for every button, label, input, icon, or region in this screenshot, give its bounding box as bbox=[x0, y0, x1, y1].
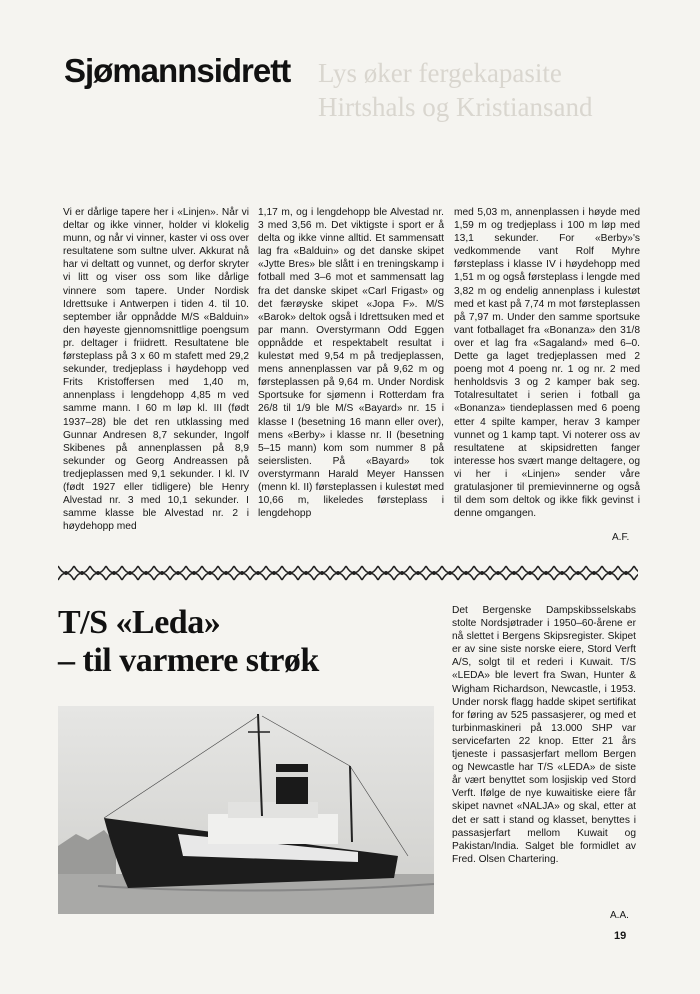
ornamental-divider bbox=[58, 562, 638, 584]
article-title-leda bbox=[58, 604, 319, 680]
bleed-through-text-2: Hirtshals og Kristiansand bbox=[318, 92, 593, 122]
title-line-2: – til varmere strøk bbox=[58, 642, 319, 679]
article-column-1 bbox=[63, 206, 249, 533]
article-column-2 bbox=[258, 206, 444, 520]
superstructure bbox=[208, 814, 338, 844]
page-number: 19 bbox=[614, 930, 627, 942]
ship-photo bbox=[58, 706, 434, 914]
leda-text: Det Bergenske Dampskibsselskabs stolte Nordsjøtrader i 1950–60-årene er nå slettet i Bergens Skipsregister. Skipet er av sine siste norske eiere, Stord Verft A/S, solgt til et rederi i Kuwait. T/S «LEDA» ble levert fra Swan, Hunter & Wigham Richardson, Newcastle, i 1953. Under norsk flagg hadde skipet sertifikat for føring av 525 passasjerer, og med et turbinmaskineri på 13.000 SHP var servicefarten 22 knop. Etter 21 års tjeneste i passasjerfart mellom Bergen og Newcastle har T/S «LEDA» de siste år vært benyttet som losjiskip ved Stord Verft. Ifølge de nye kuwaitiske eiere får skipet navnet «NALJA» og skal, etter at det er satt i stand og klasset, benyttes i passasjerfart mellom Kuwait og Pakistan/India. Salget ble formidlet av Fred. Olsen Chartering. bbox=[452, 605, 636, 865]
bleed-through-text-1: Lys øker fergekapasite bbox=[318, 58, 562, 88]
column-2-text: 1,17 m, og i lengdehopp ble Alvestad nr. 3 med 3,56 m. Det viktigste i sport er å delta og ikke vinne alltid. Et sammensatt lag fra «Balduin» og det danske skipet «Jytte Bres» ble slått i en treningskamp i fotball med 3–6 mot et sammensatt lag fra det danske skipet «Carl Frigast» og det færøyske skipet «Jopa F». M/S «Barok» deltok også i Idrettsuken med et par mann. Overstyrmann Odd Eggen oppnådde et respektabelt resultat i kulestøt med 9,54 m på tredjeplassen, mens annenplassen var på 9,62 m og førsteplassen på 9,64 m. Under Nordisk Sportsuke for sjømenn i Rotterdam fra 26/8 til 1/9 ble M/S «Bayard» nr. 15 i klasse I (besetning 16 mann eller over), mens «Berby» i klasse nr. II (besetning 5–15 mann) kom som nummer 8 på seierslisten. På «Bayard» tok overstyrmann Harald Meyer Hanssen (menn kl. II) førsteplassen i kulestøt med 10,66 m, likeledes førsteplass i lengdehopp bbox=[258, 207, 444, 520]
article-text-leda bbox=[452, 604, 636, 866]
funnel bbox=[276, 764, 308, 804]
column-1-text: Vi er dårlige tapere her i «Linjen». Når vi deltar og ikke vinner, holder vi klokelig munn, og når vi vinner, kaster vi oss over resultatene som sultne ulver. Akkurat nå har vi deltatt og vunnet, og derfor skryter vi litt og viser oss som like dårlige vinnere som tapere. Under Nordisk Idrettsuke i Antwerpen i tiden 4. til 10. september iår oppnådde M/S «Balduin» den høyeste gjennomsnittlige poengsum pr. deltager i friidrett. Resultatene ble førsteplass på 3 x 60 m stafett med 29,2 sekunder, tredjeplass i høydehopp ved Frits Kristoffersen med 1,40 m, annenplass i lengdehopp 4,85 m ved samme mann. I 60 m løp kl. III (født 1937–28) ble det ren utklassing med Gunnar Andresen 8,7 sekunder, Ingolf Skibenes på annenplassen på 8,9 sekunder og Georg Andreassen på tredjeplassen med 9,1 sekunder. I kl. IV (født 1927 eller tidligere) ble Henry Alvestad nr. 3 med 10,1 sekunder. I samme klasse ble Alvestad nr. 2 i høydehopp med bbox=[63, 207, 249, 533]
column-3-text: med 5,03 m, annenplassen i høyde med 1,59 m og tredjeplass i 100 m løp med 13,1 sekunder. For «Berby»'s vedkommende vant Rolf Myhre førsteplass i klasse IV i høydehopp med 1,51 m og også førsteplass i lengde med 3,82 m og endelig annenplass i kulestøt med et kast på 7,74 m mot førsteplassen på 7,97 m. Under den samme sportsuke vant fotballaget fra «Bonanza» den 31/8 over et lag fra «Sagaland» med 6–0. Dette ga laget tredjeplassen med 2 poeng mot 4 poeng nr. 1 og nr. 2 med henholdsvis 3 og 2 kamper bak seg. Totalresultatet i serien i fotball ga «Bonanza» tiendeplassen med 6 poeng etter 4 spilte kamper, herav 3 kamper vunnet og 1 kamp tapt. Vi noterer oss av resultatene at skipsidretten fanger interesse hos svært mange deltagere, og vi her i «Linjen» sender våre gratulasjoner til premievinnerne og også til dem som deltok og ikke fikk gevinst i denne omgangen. bbox=[454, 207, 640, 520]
ship-illustration bbox=[58, 706, 434, 914]
signature-aa: A.A. bbox=[610, 910, 629, 921]
signature-af: A.F. bbox=[612, 532, 630, 543]
title-line-1: T/S «Leda» bbox=[58, 604, 221, 641]
article-column-3 bbox=[454, 206, 640, 520]
article-title-sjomannsidrett: Sjømannsidrett bbox=[64, 52, 291, 89]
